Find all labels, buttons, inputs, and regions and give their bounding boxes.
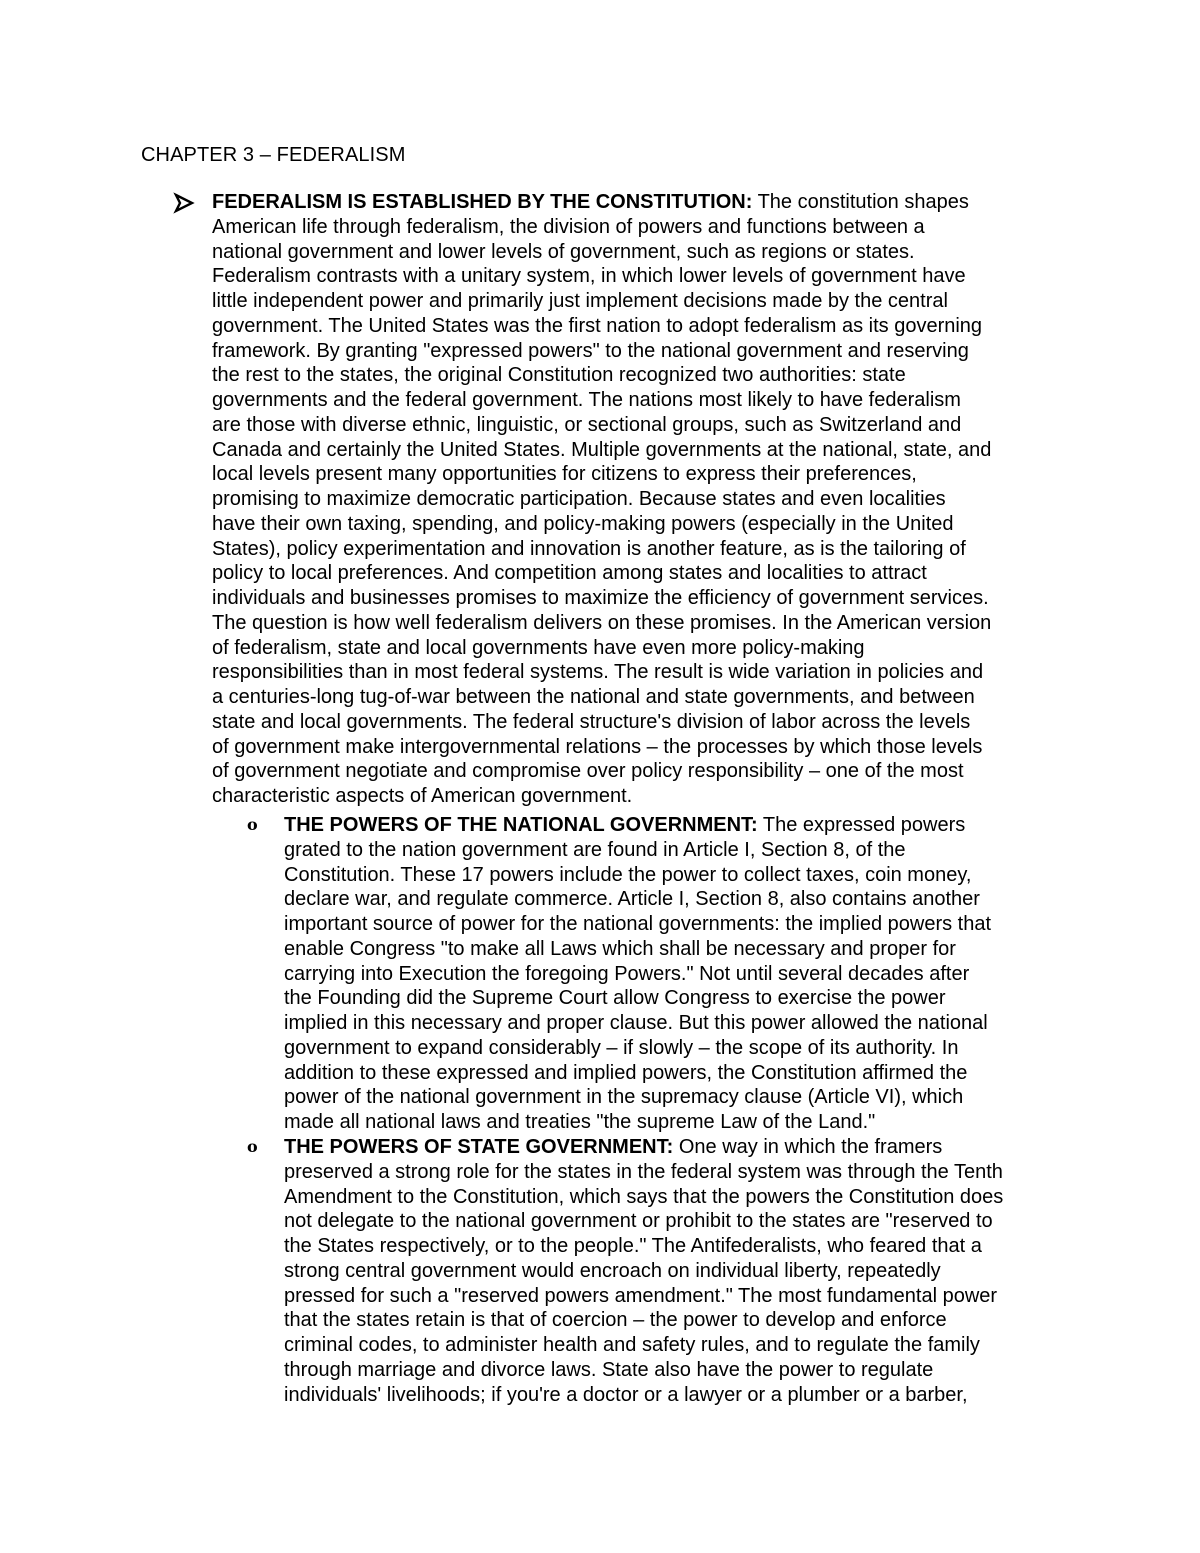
section-heading: FEDERALISM IS ESTABLISHED BY THE CONSTITUTION: <box>212 191 753 213</box>
paragraph-line: American life through federalism, the division of powers and functions between a <box>212 215 925 238</box>
paragraph-line: grated to the nation government are found in Article I, Section 8, of the <box>284 838 906 861</box>
paragraph-line: THE POWERS OF STATE GOVERNMENT: One way in which the framers <box>284 1136 943 1158</box>
paragraph-line: enable Congress "to make all Laws which shall be necessary and proper for <box>284 937 956 960</box>
chapter-title: CHAPTER 3 – FEDERALISM <box>141 144 406 166</box>
paragraph-line: Amendment to the Constitution, which says that the powers the Constitution does <box>284 1185 1004 1208</box>
paragraph-line: important source of power for the national governments: the implied powers that <box>284 913 992 935</box>
paragraph-line: carrying into Execution the foregoing Powers." Not until several decades after <box>284 962 970 985</box>
paragraph-line: state and local governments. The federal structure's division of labor across the levels <box>212 710 971 733</box>
paragraph-line: that the states retain is that of coercion – the power to develop and enforce <box>284 1309 947 1332</box>
paragraph-line: government. The United States was the first nation to adopt federalism as its governing <box>212 314 983 337</box>
paragraph-line: Federalism contrasts with a unitary system, in which lower levels of government have <box>212 265 966 288</box>
paragraph-line: have their own taxing, spending, and policy-making powers (especially in the United <box>212 512 954 535</box>
paragraph-line: pressed for such a "reserved powers amendment." The most fundamental power <box>284 1284 998 1307</box>
national-powers-paragraph <box>284 813 1084 1135</box>
paragraph-line: Constitution. These 17 powers include the power to collect taxes, coin money, <box>284 863 972 886</box>
paragraph-line: through marriage and divorce laws. State also have the power to regulate <box>284 1358 934 1381</box>
paragraph-line: FEDERALISM IS ESTABLISHED BY THE CONSTITUTION: The constitution shapes <box>212 191 969 213</box>
paragraph-line: the rest to the states, the original Constitution recognized two authorities: state <box>212 364 906 387</box>
subsection-heading: THE POWERS OF STATE GOVERNMENT: <box>284 1136 674 1158</box>
paragraph-line: promising to maximize democratic participation. Because states and even localities <box>212 488 946 510</box>
paragraph-line: The question is how well federalism delivers on these promises. In the American version <box>212 611 992 634</box>
state-powers-subsection <box>284 1135 1084 1407</box>
paragraph-line: made all national laws and treaties "the supreme Law of the Land." <box>284 1111 876 1133</box>
paragraph-line: characteristic aspects of American government. <box>212 785 633 807</box>
paragraph-line: policy to local preferences. And competition among states and localities to attract <box>212 562 927 585</box>
paragraph-line: the States respectively, or to the people." The Antifederalists, who feared that a <box>284 1235 982 1257</box>
paragraph-line: preserved a strong role for the states in the federal system was through the Tenth <box>284 1160 1003 1183</box>
subsection-heading: THE POWERS OF THE NATIONAL GOVERNMENT: <box>284 814 758 836</box>
paragraph-line: responsibilities than in most federal systems. The result is wide variation in policies and <box>212 661 984 684</box>
paragraph-line: are those with diverse ethnic, linguistic, or sectional groups, such as Switzerland and <box>212 413 962 436</box>
paragraph-line: a centuries-long tug-of-war between the national and state governments, and between <box>212 686 975 708</box>
paragraph-line: of federalism, state and local governments have even more policy-making <box>212 636 865 659</box>
paragraph-line: of government negotiate and compromise over policy responsibility – one of the most <box>212 760 964 783</box>
state-powers-paragraph <box>284 1135 1084 1407</box>
paragraph-line: individuals' livelihoods; if you're a doctor or a lawyer or a plumber or a barber, <box>284 1383 968 1406</box>
paragraph-line: local levels present many opportunities for citizens to express their preferences, <box>212 463 917 486</box>
paragraph-line: not delegate to the national government or prohibit to the states are "reserved to <box>284 1210 993 1233</box>
paragraph-line: government to expand considerably – if slowly – the scope of its authority. In <box>284 1036 959 1059</box>
federalism-paragraph <box>212 190 1072 809</box>
paragraph-line: the Founding did the Supreme Court allow Congress to exercise the power <box>284 987 946 1010</box>
paragraph-line: power of the national government in the supremacy clause (Article VI), which <box>284 1086 964 1109</box>
paragraph-line: Canada and certainly the United States. Multiple governments at the national, state, and <box>212 438 992 461</box>
paragraph-line: States), policy experimentation and innovation is another feature, as is the tailoring of <box>212 537 966 560</box>
arrow-bullet-icon <box>173 192 195 214</box>
paragraph-line: framework. By granting "expressed powers" to the national government and reserving <box>212 339 969 362</box>
circle-bullet-icon: o <box>247 815 258 834</box>
circle-bullet-icon: o <box>247 1137 258 1156</box>
paragraph-line: national government and lower levels of government, such as regions or states. <box>212 240 915 263</box>
federalism-section <box>212 190 1072 809</box>
national-powers-subsection <box>284 813 1084 1135</box>
paragraph-line: of government make intergovernmental relations – the processes by which those levels <box>212 735 983 758</box>
paragraph-line: individuals and businesses promises to maximize the efficiency of government services. <box>212 587 989 609</box>
paragraph-line: governments and the federal government. The nations most likely to have federalism <box>212 389 961 411</box>
paragraph-line: THE POWERS OF THE NATIONAL GOVERNMENT: The expressed powers <box>284 814 966 836</box>
paragraph-line: strong central government would encroach on individual liberty, repeatedly <box>284 1259 941 1282</box>
paragraph-line: addition to these expressed and implied powers, the Constitution affirmed the <box>284 1061 968 1084</box>
paragraph-line: implied in this necessary and proper clause. But this power allowed the national <box>284 1012 988 1034</box>
paragraph-line: criminal codes, to administer health and safety rules, and to regulate the family <box>284 1334 980 1356</box>
paragraph-line: declare war, and regulate commerce. Article I, Section 8, also contains another <box>284 888 980 911</box>
paragraph-line: little independent power and primarily just implement decisions made by the central <box>212 290 948 312</box>
